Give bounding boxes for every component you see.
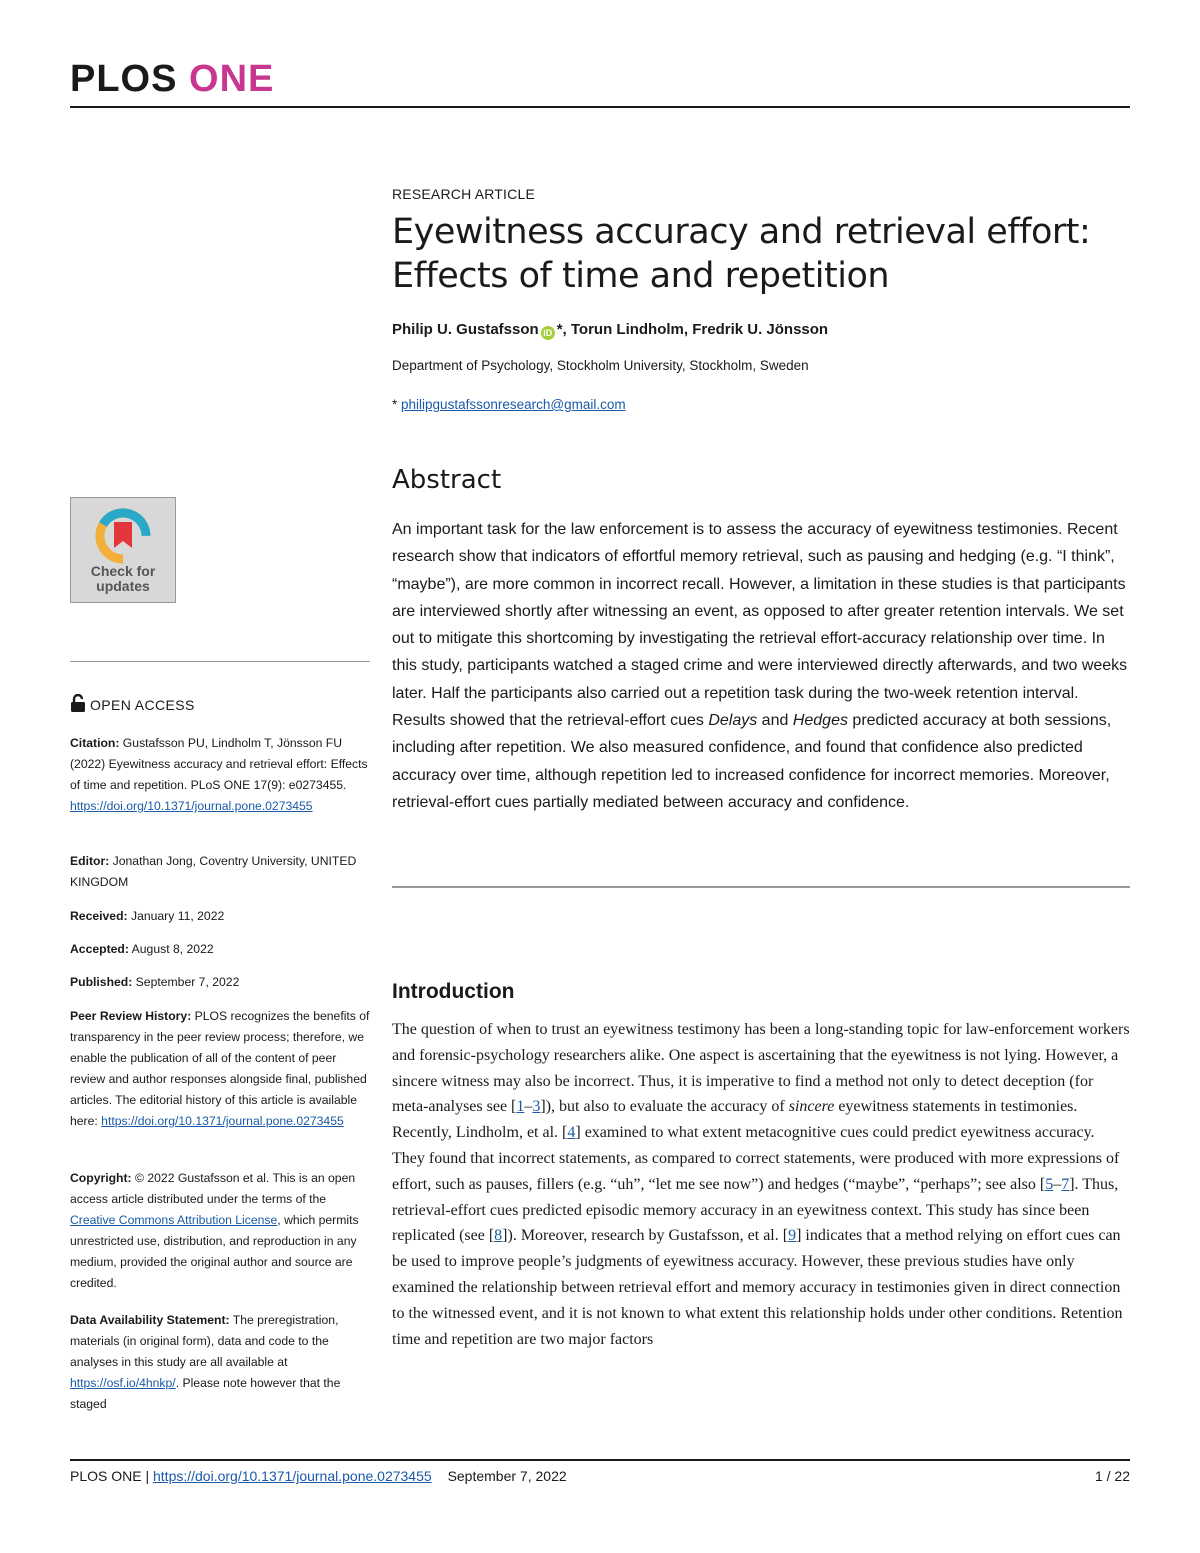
author-list	[392, 321, 1130, 340]
email-star: *	[392, 397, 398, 412]
introduction-heading: Introduction	[392, 980, 515, 1003]
published-label: Published:	[70, 975, 133, 989]
footer-doi-link[interactable]: https://doi.org/10.1371/journal.pone.0273455	[153, 1468, 432, 1484]
data-availability-text-2: . Please note however that the staged	[70, 1376, 341, 1411]
author-others: *, Torun Lindholm, Fredrik U. Jönsson	[556, 321, 829, 338]
footer-journal: PLOS ONE |	[70, 1468, 153, 1484]
check-line-1: Check for	[90, 563, 156, 579]
abstract-text	[392, 516, 1130, 816]
received-date: January 11, 2022	[127, 909, 225, 923]
accepted-date: August 8, 2022	[128, 942, 214, 956]
corresponding-email	[392, 397, 1130, 412]
ref-1[interactable]: 1	[516, 1098, 525, 1116]
received-label: Received:	[70, 909, 128, 923]
intro-dash-2: –	[1053, 1175, 1062, 1193]
intro-dash-1: –	[524, 1098, 533, 1116]
received-block	[70, 906, 370, 927]
footer-rule	[70, 1459, 1130, 1461]
citation-text: Gustafsson PU, Lindholm T, Jönsson FU (2022) Eyewitness accuracy and retrieval effort: Effects of time and repetition. PLoS ONE 17(9): e0273455.	[70, 736, 368, 792]
citation-label: Citation:	[70, 736, 120, 750]
abstract-heading: Abstract	[392, 465, 502, 495]
peer-review-block	[70, 1006, 370, 1132]
data-availability-label: Data Availability Statement:	[70, 1313, 230, 1327]
check-for-updates-icon	[93, 506, 153, 566]
page-number: 1 / 22	[1094, 1468, 1130, 1484]
plos-one-logo[interactable]	[70, 60, 274, 98]
affiliation: Department of Psychology, Stockholm University, Stockholm, Sweden	[392, 358, 809, 373]
check-line-2: updates	[96, 578, 150, 594]
editor-label: Editor:	[70, 854, 110, 868]
title-line-2: Effects of time and repetition	[392, 256, 890, 296]
copyright-text-1: © 2022 Gustafsson et al. This is an open access article distributed under the terms of the	[70, 1171, 356, 1206]
intro-text-4: ] examined to what extent metacognitive cues could predict eyewitness accuracy. They found that incorrect statements, as compared to correct statements, were produced with more expressions of effort, such as pauses, fillers (e.g. “uh”, “let me see now”) and hedges (“maybe”, “perhaps”; see also [	[392, 1124, 1120, 1193]
abstract-delays: Delays	[708, 712, 758, 730]
intro-text-2: ]), but also to evaluate the accuracy of	[540, 1098, 789, 1116]
published-date: September 7, 2022	[132, 975, 240, 989]
citation-block	[70, 733, 370, 817]
intro-text-5: ]. Thus, retrieval-effort cues predicted episodic memory accuracy in an eyewitness context. This study has since been replicated (see [	[392, 1175, 1119, 1245]
sidebar-rule	[70, 661, 370, 662]
copyright-block	[70, 1168, 370, 1294]
abstract-part-2: predicted accuracy at both sessions, including after repetition. We also measured confidence, and found that confidence also predicted accuracy over time, although repetition led to increased confidence for incorrect memories. Moreover, retrieval-effort cues partially mediated between accuracy and confidence.	[392, 712, 1112, 811]
footer-date: September 7, 2022	[447, 1468, 567, 1484]
abstract-rule	[392, 886, 1130, 888]
ref-3[interactable]: 3	[532, 1098, 541, 1116]
data-availability-text-1: The preregistration, materials (in original form), data and code to the analyses in this study are all available at	[70, 1313, 339, 1369]
header-rule	[70, 106, 1130, 108]
check-for-updates-label	[71, 564, 175, 594]
article-title	[392, 210, 1130, 298]
abstract-part-1: An important task for the law enforcement is to assess the accuracy of eyewitness testimonies. Recent research show that indicators of effortful memory retrieval, such as pausing and hedging (e.g. “I think”, “maybe”), are more common in incorrect recall. However, a limitation in these studies is that participants are interviewed shortly after witnessing an event, as opposed to after greater retention intervals. We set out to mitigate this shortcoming by investigating the retrieval effort-accuracy relationship over time. In this study, participants watched a staged crime and were interviewed directly afterwards, and two weeks later. Half the participants also carried out a repetition task during the two-week retention interval. Results showed that the retrieval-effort cues	[392, 521, 1128, 730]
intro-text-1: The question of when to trust an eyewitness testimony has been a long-standing topic for law-enforcement workers and forensic-psychology researchers alike. One aspect is ascertaining that the eyewitness is not lying. However, a sincere witness may also be incorrect. Thus, it is imperative to find a method not only to detect deception (for meta-analyses see [	[392, 1021, 1130, 1116]
open-access-text: OPEN ACCESS	[90, 697, 195, 713]
accepted-block	[70, 939, 370, 960]
email-link[interactable]: philipgustafssonresearch@gmail.com	[401, 397, 626, 412]
citation-doi-link[interactable]: https://doi.org/10.1371/journal.pone.0273455	[70, 799, 313, 813]
open-access-label	[70, 694, 370, 716]
open-lock-icon	[70, 694, 86, 712]
article-type: RESEARCH ARTICLE	[392, 186, 535, 202]
copyright-label: Copyright:	[70, 1171, 132, 1185]
orcid-icon[interactable]: iD	[541, 326, 555, 340]
copyright-text-2: , which permits unrestricted use, distribution, and reproduction in any medium, provided the original author and source are credited.	[70, 1213, 359, 1290]
peer-review-label: Peer Review History:	[70, 1009, 192, 1023]
abstract-hedges: Hedges	[792, 712, 848, 730]
intro-text-3: eyewitness statements in testimonies. Recently, Lindholm, et al. [	[392, 1098, 1078, 1142]
published-block	[70, 972, 370, 993]
footer-citation	[70, 1468, 567, 1484]
logo-one: ONE	[189, 58, 275, 100]
ref-4[interactable]: 4	[567, 1124, 576, 1142]
cc-license-link[interactable]: Creative Commons Attribution License	[70, 1213, 278, 1227]
title-line-1: Eyewitness accuracy and retrieval effort:	[392, 212, 1091, 252]
logo-plos: PLOS	[70, 58, 178, 100]
intro-sincere: sincere	[788, 1098, 835, 1116]
check-for-updates-badge[interactable]	[70, 497, 176, 603]
intro-text-7: ] indicates that a method relying on effort cues can be used to improve people’s judgments of eyewitness accuracy. However, these previous studies have only examined the relationship between retrieval effort and memory accuracy in testimonies given in direct connection to the witnessed event, and it is not known to what extent this relationship holds under other conditions. Retention time and repetition are two major factors	[392, 1227, 1123, 1348]
ref-5[interactable]: 5	[1045, 1175, 1054, 1193]
author-gustafsson[interactable]: Philip U. Gustafsson	[392, 321, 539, 338]
editor-text: Jonathan Jong, Coventry University, UNITED KINGDOM	[70, 854, 357, 889]
peer-review-link[interactable]: https://doi.org/10.1371/journal.pone.0273455	[101, 1114, 344, 1128]
abstract-and: and	[757, 712, 793, 730]
osf-link[interactable]: https://osf.io/4hnkp/	[70, 1376, 176, 1390]
accepted-label: Accepted:	[70, 942, 129, 956]
data-availability-block	[70, 1310, 370, 1415]
ref-8[interactable]: 8	[494, 1227, 503, 1245]
introduction-text	[392, 1017, 1130, 1352]
peer-review-text: PLOS recognizes the benefits of transparency in the peer review process; therefore, we enable the publication of all of the content of peer review and author responses alongside final, published articles. The editorial history of this article is available here:	[70, 1009, 370, 1128]
ref-7[interactable]: 7	[1061, 1175, 1070, 1193]
ref-9[interactable]: 9	[788, 1227, 797, 1245]
editor-block	[70, 851, 370, 893]
intro-text-6: ]). Moreover, research by Gustafsson, et al. [	[502, 1227, 789, 1245]
